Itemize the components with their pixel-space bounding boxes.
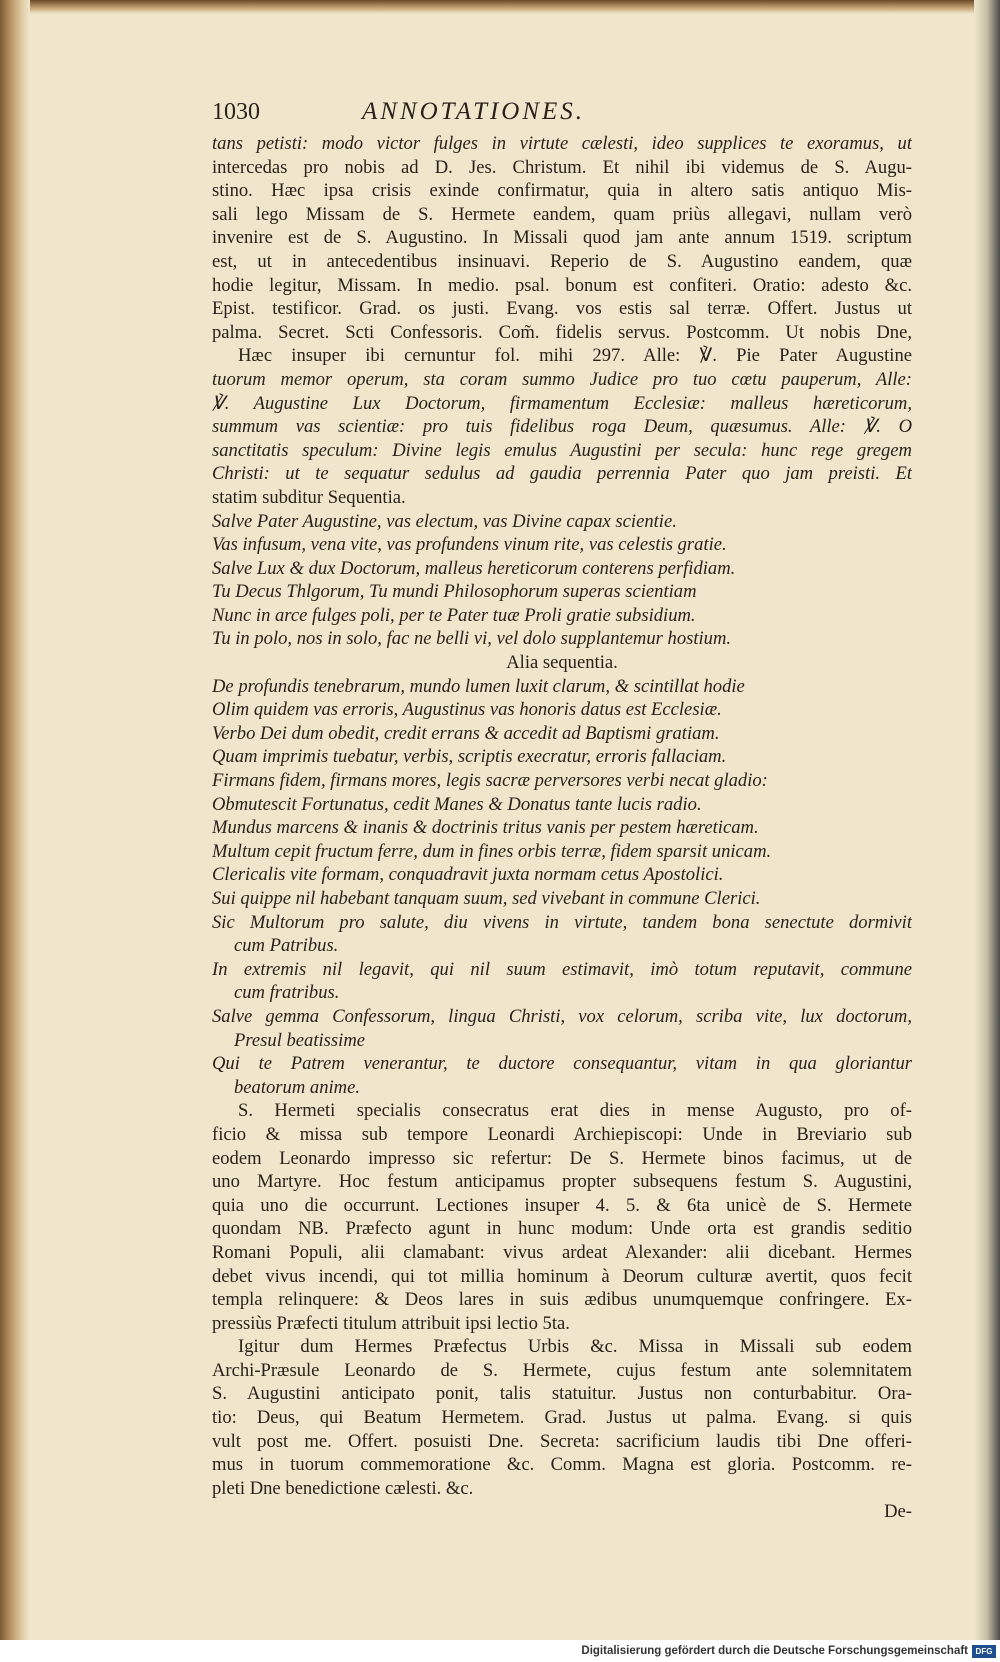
page-header — [212, 100, 912, 130]
page-number: 1030 — [212, 99, 260, 125]
text-line: ficio & missa sub tempore Leonardi Archiepiscopi: Unde in Breviario sub — [212, 1123, 912, 1145]
text-line: In extremis nil legavit, qui nil suum estimavit, imò totum reputavit, commune — [212, 958, 912, 980]
book-spine-edge — [0, 0, 30, 1640]
text-line: De profundis tenebrarum, mundo lumen luxit clarum, & scintillat hodie — [212, 675, 745, 697]
text-line: Salve Lux & dux Doctorum, malleus hereticorum conterens perfidiam. — [212, 557, 736, 579]
text-line: intercedas pro nobis ad D. Jes. Christum. Et nihil ibi videmus de S. Augu- — [212, 156, 912, 178]
text-line: Tu Decus Thlgorum, Tu mundi Philosophorum superas scientiam — [212, 581, 697, 603]
text-line: Sui quippe nil habebant tanquam suum, sed vivebant in commune Clerici. — [212, 888, 761, 909]
text-line: vult post me. Offert. posuisti Dne. Secreta: sacrificium laudis tibi Dne offeri- — [212, 1430, 912, 1452]
funding-credit: Digitalisierung gefördert durch die Deutsche Forschungsgemeinschaft — [581, 1645, 968, 1657]
text-line: quondam NB. Præfecto agunt in hunc modum: Unde orta est grandis seditio — [212, 1218, 912, 1240]
footer-bar — [0, 1641, 1000, 1662]
text-line: Igitur dum Hermes Præfectus Urbis &c. Missa in Missali sub eodem — [238, 1336, 912, 1358]
text-line: Multum cepit fructum ferre, dum in fines orbis terræ, fidem sparsit unicam. — [212, 840, 772, 862]
text-line: Salve Pater Augustine, vas electum, vas Divine capax scientie. — [212, 510, 677, 532]
text-line: Clericalis vite formam, conquadravit juxta normam cetus Apostolici. — [212, 864, 724, 886]
text-line: est, ut in antecedentibus insinuavi. Reperio de S. Augustino eandem, quæ — [212, 250, 912, 272]
catchword: De- — [884, 1501, 912, 1523]
text-line: Nunc in arce fulges poli, per te Pater tuæ Proli gratie subsidium. — [212, 604, 696, 626]
text-line: stino. Hæc ipsa crisis exinde confirmatur, quia in altero satis antiquo Mis- — [212, 180, 912, 202]
text-line: Hæc insuper ibi cernuntur fol. mihi 297. Alle: ℣. Pie Pater Augustine — [238, 345, 912, 367]
text-line: Romani Populi, alii clamabant: vivus ardeat Alexander: alii dicebant. Hermes — [212, 1241, 912, 1263]
text-line: eodem Leonardo impresso sic refertur: De S. Hermete binos facimus, ut de — [212, 1147, 912, 1169]
text-line: Epist. testificor. Grad. os justi. Evang. vos estis sal terræ. Offert. Justus ut — [212, 298, 912, 320]
dfg-logo: DFG — [972, 1645, 996, 1658]
text-line: Qui te Patrem venerantur, te ductore consequantur, vitam in qua gloriantur — [212, 1053, 912, 1075]
text-line: invenire est de S. Augustino. In Missali quod jam ante annum 1519. scriptum — [212, 227, 912, 249]
text-line: S. Hermeti specialis consecratus erat dies in mense Augusto, pro of- — [238, 1100, 912, 1122]
text-line: Quam imprimis tuebatur, verbis, scriptis execratur, erroris fallaciam. — [212, 746, 727, 768]
text-line: templa relinquere: & Deos lares in suis ædibus unumquemque confringere. Ex- — [212, 1289, 912, 1311]
text-line: statim subditur Sequentia. — [212, 486, 406, 508]
text-line: sali lego Missam de S. Hermete eandem, quam priùs allegavi, nullam verò — [212, 203, 912, 225]
text-line: beatorum anime. — [234, 1076, 361, 1098]
text-line: Christi: ut te sequatur sedulus ad gaudia perrennia Pater quo jam preisti. Et — [212, 463, 912, 485]
text-line: palma. Secret. Scti Confessoris. Com̃. fidelis servus. Postcomm. Ut nobis Dne, — [212, 321, 912, 343]
text-line: cum Patribus. — [234, 935, 339, 957]
text-line: Sic Multorum pro salute, diu vivens in virtute, tandem bona senectute dormivit — [212, 911, 912, 933]
text-line: S. Augustini anticipato ponit, talis statuitur. Justus non conturbabitur. Ora- — [212, 1383, 912, 1405]
running-head: ANNOTATIONES. — [362, 98, 586, 125]
text-line: Alia sequentia. — [506, 652, 618, 674]
text-line: tans petisti: modo victor fulges in virtute cælesti, ideo supplices te exoramus, ut — [212, 133, 912, 154]
text-line: Obmutescit Fortunatus, cedit Manes & Donatus tante lucis radio. — [212, 793, 702, 815]
text-line: Presul beatissime — [234, 1029, 366, 1051]
text-line: uno Martyre. Hoc festum anticipamus propter subsequens festum S. Augustini, — [212, 1171, 912, 1193]
text-line: Mundus marcens & inanis & doctrinis tritus vanis per pestem hæreticam. — [212, 817, 759, 839]
text-line: Salve gemma Confessorum, lingua Christi, vox celorum, scriba vite, lux doctorum, — [212, 1005, 912, 1027]
text-line: Verbo Dei dum obedit, credit errans & accedit ad Baptismi gratiam. — [212, 722, 720, 744]
page-content — [212, 100, 912, 1524]
text-line: pleti Dne benedictione cælesti. &c. — [212, 1477, 474, 1499]
text-line: hodie legitur, Missam. In medio. psal. bonum est confiteri. Oratio: adesto &c. — [212, 274, 912, 296]
book-top-edge — [0, 0, 1000, 14]
text-line: Tu in polo, nos in solo, fac ne belli vi, vel dolo supplantemur hostium. — [212, 628, 732, 650]
text-line: pressiùs Præfecti titulum attribuit ipsi lectio 5ta. — [212, 1312, 570, 1334]
text-line: cum fratribus. — [234, 982, 340, 1004]
text-line: debet vivus incendi, qui tot millia hominum à Deorum culturæ avertit, quos fecit — [212, 1265, 912, 1287]
text-line: sanctitatis speculum: Divine legis emulus Augustini per secula: hunc rege gregem — [212, 439, 912, 461]
text-line: Firmans fidem, firmans mores, legis sacræ perversores verbi necat gladio: — [212, 770, 768, 792]
text-line: Archi-Præsule Leonardo de S. Hermete, cujus festum ante solemnitatem — [212, 1359, 912, 1381]
text-line: tio: Deus, qui Beatum Hermetem. Grad. Justus ut palma. Evang. si quis — [212, 1407, 912, 1429]
body-text — [212, 132, 912, 1500]
text-line: summum vas scientiæ: pro tuis fidelibus roga Deum, quæsumus. Alle: ℣. O — [212, 416, 912, 438]
text-line: tuorum memor operum, sta coram summo Judice pro tuo cœtu pauperum, Alle: — [212, 368, 912, 390]
text-line: ℣. Augustine Lux Doctorum, firmamentum Ecclesiæ: malleus hæreticorum, — [212, 392, 912, 414]
text-line: quia uno die occurrunt. Lectiones insuper 4. 5. & 6ta unicè de S. Hermete — [212, 1194, 912, 1216]
page-right-edge — [974, 0, 1000, 1640]
text-line: Olim quidem vas erroris, Augustinus vas honoris datus est Ecclesiæ. — [212, 699, 722, 721]
text-line: Vas infusum, vena vite, vas profundens vinum rite, vas celestis gratie. — [212, 534, 727, 556]
text-line: mus in tuorum commemoratione &c. Comm. Magna est gloria. Postcomm. re- — [212, 1454, 912, 1476]
